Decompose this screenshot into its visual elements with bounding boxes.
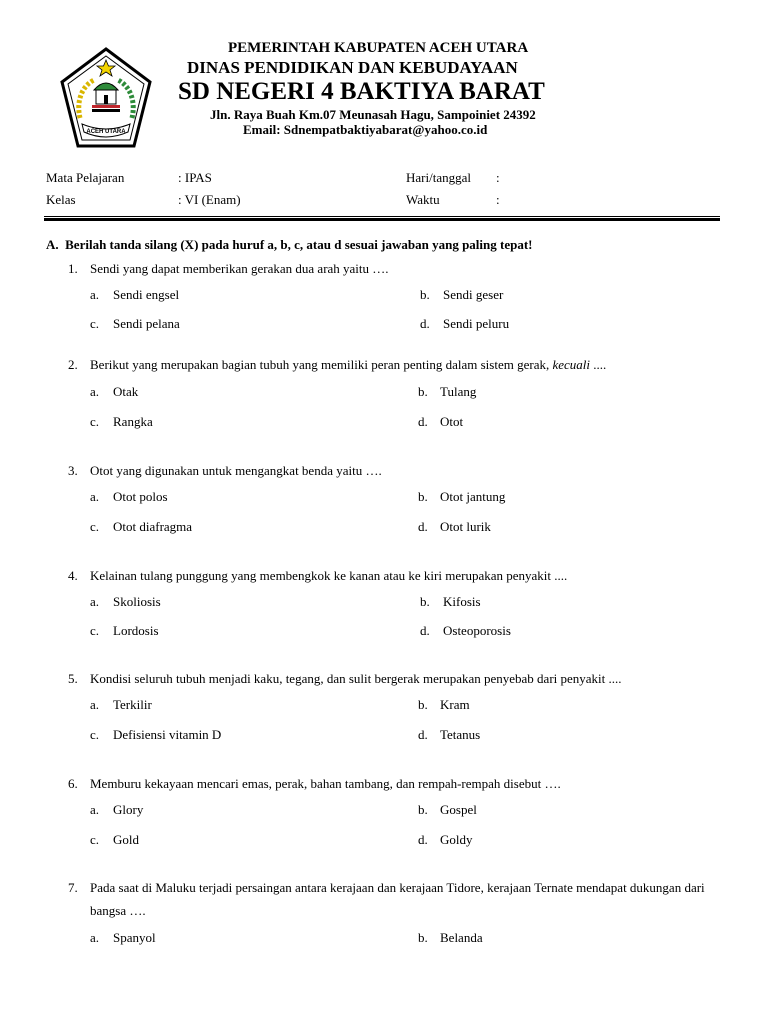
option-letter-d: d. — [418, 832, 428, 847]
option-letter-b: b. — [418, 802, 428, 817]
option-letter-d: d. — [418, 519, 428, 534]
header-department: DINAS PENDIDIKAN DAN KEBUDAYAAN — [187, 58, 518, 77]
option-d: Goldy — [440, 832, 473, 847]
header-divider-thick — [44, 218, 720, 221]
question-number: 4. — [68, 568, 78, 583]
option-letter-a: a. — [90, 489, 100, 504]
option-letter-a: a. — [90, 697, 100, 712]
option-a: Otot polos — [113, 489, 168, 504]
option-b: Kram — [440, 697, 470, 712]
regency-logo — [58, 46, 154, 150]
option-letter-c: c. — [90, 727, 100, 742]
question-number: 5. — [68, 671, 78, 686]
instruction-text: Berilah tanda silang (X) pada huruf a, b, c, atau d sesuai jawaban yang paling tepat! — [65, 237, 533, 252]
option-letter-b: b. — [420, 287, 430, 302]
question-text — [90, 357, 606, 373]
class-value: : VI (Enam) — [178, 192, 241, 207]
option-b: Belanda — [440, 930, 483, 945]
option-letter-c: c. — [90, 414, 100, 429]
question-number: 7. — [68, 880, 78, 895]
option-letter-b: b. — [418, 489, 428, 504]
question-number: 2. — [68, 357, 78, 372]
option-a: Terkilir — [113, 697, 152, 712]
option-letter-d: d. — [420, 316, 430, 331]
option-c: Lordosis — [113, 623, 159, 638]
question-number: 6. — [68, 776, 78, 791]
header-government: PEMERINTAH KABUPATEN ACEH UTARA — [228, 40, 529, 56]
option-b: Kifosis — [443, 594, 481, 609]
option-c: Defisiensi vitamin D — [113, 727, 222, 742]
option-letter-a: a. — [90, 930, 100, 945]
option-b: Otot jantung — [440, 489, 506, 504]
school-address: Jln. Raya Buah Km.07 Meunasah Hagu, Sampoiniet 24392 — [210, 107, 536, 122]
question-text: Pada saat di Maluku terjadi persaingan antara kerajaan dan kerajaan Tidore, kerajaan Ternate mendapat dukungan dari bangsa …. — [90, 880, 705, 918]
option-c: Otot diafragma — [113, 519, 193, 534]
question-text: Kondisi seluruh tubuh menjadi kaku, tegang, dan sulit bergerak merupakan penyebab dari penyakit .... — [90, 671, 622, 686]
question-text: Memburu kekayaan mencari emas, perak, bahan tambang, dan rempah-rempah disebut …. — [90, 776, 561, 791]
question-text-end: .... — [590, 357, 607, 372]
time-label: Waktu — [406, 192, 440, 207]
option-d: Otot lurik — [440, 519, 491, 534]
option-letter-b: b. — [420, 594, 430, 609]
question-text: Otot yang digunakan untuk mengangkat benda yaitu …. — [90, 463, 382, 478]
option-letter-a: a. — [90, 802, 100, 817]
option-letter-c: c. — [90, 316, 100, 331]
time-value: : — [496, 192, 500, 207]
option-letter-a: a. — [90, 594, 100, 609]
option-letter-b: b. — [418, 697, 428, 712]
option-d: Osteoporosis — [443, 623, 511, 638]
option-c: Gold — [113, 832, 139, 847]
option-letter-a: a. — [90, 287, 100, 302]
question-number: 3. — [68, 463, 78, 478]
option-d: Otot — [440, 414, 464, 429]
option-letter-b: b. — [418, 930, 428, 945]
question-text: Sendi yang dapat memberikan gerakan dua arah yaitu …. — [90, 261, 389, 276]
school-email: Email: Sdnempatbaktiyabarat@yahoo.co.id — [243, 122, 488, 137]
option-a: Skoliosis — [113, 594, 161, 609]
option-letter-c: c. — [90, 832, 100, 847]
option-letter-b: b. — [418, 384, 428, 399]
option-b: Sendi geser — [443, 287, 504, 302]
mosque-icon — [94, 83, 118, 104]
option-letter-d: d. — [420, 623, 430, 638]
option-a: Spanyol — [113, 930, 156, 945]
logo-text: ACEH UTARA — [86, 129, 126, 135]
option-b: Gospel — [440, 802, 477, 817]
section-instruction — [46, 237, 533, 253]
question-text-main: Berikut yang merupakan bagian tubuh yang memiliki peran penting dalam sistem gerak, — [90, 357, 553, 372]
header-divider-thin — [44, 216, 720, 217]
option-letter-d: d. — [418, 727, 428, 742]
question-text: Kelainan tulang punggung yang membengkok ke kanan atau ke kiri merupakan penyakit .... — [90, 568, 568, 583]
section-label: A. — [46, 237, 59, 252]
school-name: SD NEGERI 4 BAKTIYA BARAT — [178, 78, 545, 105]
day-value: : — [496, 170, 500, 185]
option-letter-c: c. — [90, 519, 100, 534]
option-letter-a: a. — [90, 384, 100, 399]
day-label: Hari/tanggal — [406, 170, 471, 185]
option-d: Tetanus — [440, 727, 481, 742]
option-b: Tulang — [440, 384, 477, 399]
subject-label: Mata Pelajaran — [46, 170, 125, 185]
option-letter-d: d. — [418, 414, 428, 429]
question-text-italic: kecuali — [552, 357, 591, 372]
option-a: Otak — [113, 384, 139, 399]
option-a: Sendi engsel — [113, 287, 180, 302]
option-a: Glory — [113, 802, 144, 817]
option-d: Sendi peluru — [443, 316, 510, 331]
option-letter-c: c. — [90, 623, 100, 638]
option-c: Sendi pelana — [113, 316, 180, 331]
question-number: 1. — [68, 261, 78, 276]
class-label: Kelas — [46, 192, 76, 207]
subject-value: : IPAS — [178, 170, 212, 185]
option-c: Rangka — [113, 414, 153, 429]
